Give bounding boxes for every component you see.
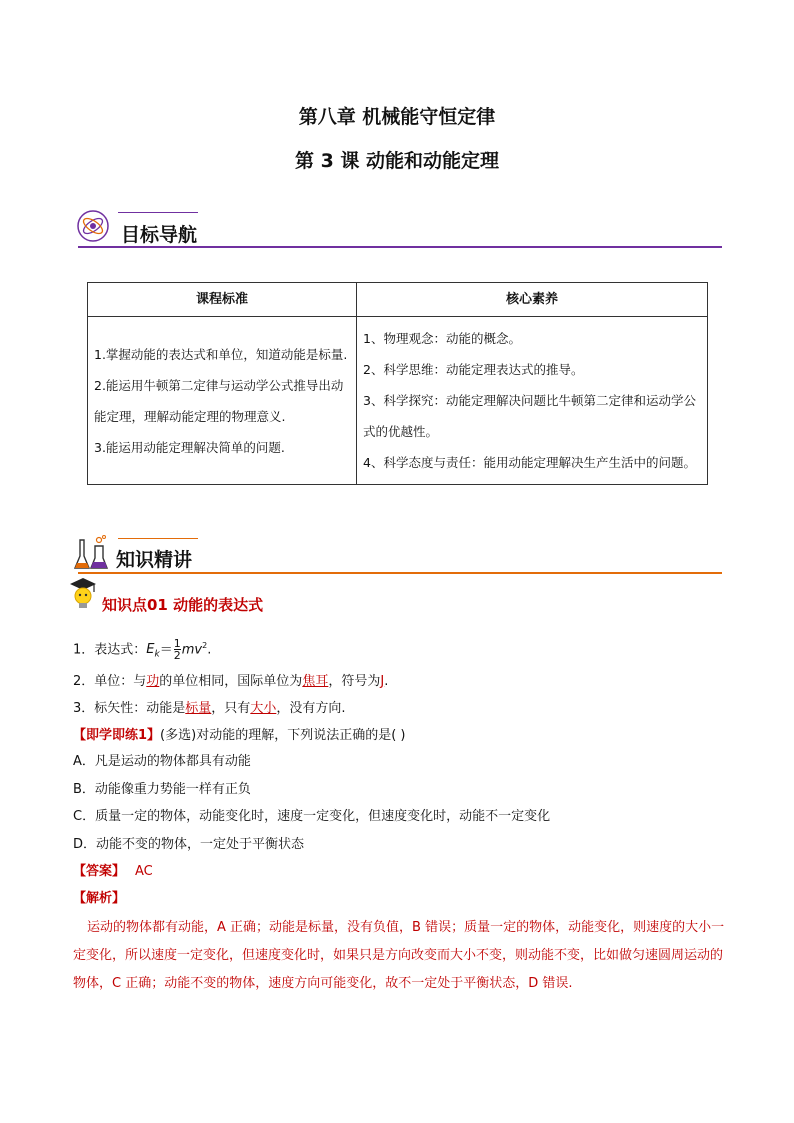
graduate-lightbulb-icon <box>66 576 100 612</box>
formula-eq: ＝ <box>159 642 173 658</box>
answer-line <box>73 863 153 881</box>
table-cell-standards <box>88 317 357 485</box>
section-divider <box>78 572 722 574</box>
option-d: D．动能不变的物体，一定处于平衡状态 <box>73 837 305 852</box>
text-span: 2．单位：与 <box>73 674 147 689</box>
underlined-answer: 焦耳 <box>302 674 329 689</box>
underlined-answer: J <box>380 674 385 689</box>
atom-orbit-icon <box>76 208 110 244</box>
chapter-title: 第八章 机械能守恒定律 <box>298 106 496 128</box>
text-span: . <box>384 674 389 689</box>
section-top-line <box>118 538 198 539</box>
text-span: ，只有 <box>211 701 251 716</box>
standard-item: 3.能运用动能定理解决简单的问题. <box>94 439 285 455</box>
answer-tag: 【答案】 <box>73 864 126 879</box>
lesson-title: 第 3 课 动能和动能定理 <box>294 150 500 172</box>
fraction-numerator: 1 <box>173 637 181 651</box>
text-span: ，符号为 <box>328 674 381 689</box>
exercise-question <box>73 727 405 745</box>
fraction-denominator: 2 <box>173 649 181 663</box>
formula-period: . <box>207 642 212 658</box>
underlined-answer: 大小 <box>250 701 277 716</box>
section-divider <box>78 246 722 248</box>
literacy-item: 3、科学探究：动能定理解决问题比牛顿第二定律和运动学公式的优越性。 <box>363 393 696 439</box>
option-a: A．凡是运动的物体都具有动能 <box>73 754 251 769</box>
section-title-goals: 目标导航 <box>121 224 198 246</box>
exercise-tag: 【即学即练1】 <box>73 728 161 743</box>
option-c: C．质量一定的物体，动能变化时，速度一定变化，但速度变化时，动能不一定变化 <box>73 809 551 824</box>
text-span: 的单位相同，国际单位为 <box>159 674 303 689</box>
section-top-line <box>118 212 198 213</box>
answer-value: AC <box>135 864 153 879</box>
standards-table <box>87 282 708 485</box>
text-span: ，没有方向. <box>276 701 346 716</box>
point-unit <box>73 673 388 691</box>
text-span: 3．标矢性：动能是 <box>73 701 186 716</box>
point-label: 1．表达式： <box>73 642 147 658</box>
underlined-answer: 标量 <box>185 701 212 716</box>
formula-sup-2: 2 <box>202 641 208 650</box>
literacy-item: 1、物理观念：动能的概念。 <box>363 331 521 346</box>
formula-sub-k: k <box>154 649 160 660</box>
standard-item: 1.掌握动能的表达式和单位，知道动能是标量. <box>94 346 348 362</box>
point-scalar <box>73 700 345 718</box>
analysis-text: 运动的物体都有动能，A 正确；动能是标量，没有负值，B 错误；质量一定的物体，动能变化，则速度的大小一定变化，所以速度一定变化，但速度变化时，如果只是方向改变而大小不变，则动能不变，比如做匀速圆周运动的物体，C 正确；动能不变的物体，速度方向可能变化，故不一定处于平衡状态，D 错误. <box>73 920 725 991</box>
section-title-knowledge: 知识精讲 <box>116 549 193 571</box>
formula-e: E <box>146 642 155 658</box>
option-b: B．动能像重力势能一样有正负 <box>73 782 251 797</box>
point-expression <box>73 637 211 664</box>
formula-fraction <box>174 638 181 661</box>
table-header-literacy: 核心素养 <box>357 283 708 317</box>
standard-item: 2.能运用牛顿第二定律与运动学公式推导出动能定理，理解动能定理的物理意义. <box>94 377 344 424</box>
question-text: (多选)对动能的理解，下列说法正确的是( ) <box>160 728 406 743</box>
formula-mv: mv <box>181 642 203 658</box>
analysis-tag: 【解析】 <box>73 891 126 906</box>
lab-flask-icon <box>74 534 110 572</box>
underlined-answer: 功 <box>146 674 160 689</box>
table-cell-literacy <box>357 317 708 485</box>
literacy-item: 2、科学思维：动能定理表达式的推导。 <box>363 362 584 377</box>
formula-ek <box>146 642 160 660</box>
knowledge-point-title: 知识点01 动能的表达式 <box>102 596 264 614</box>
literacy-item: 4、科学态度与责任：能用动能定理解决生产生活中的问题。 <box>363 455 696 470</box>
table-header-standards: 课程标准 <box>88 283 357 317</box>
